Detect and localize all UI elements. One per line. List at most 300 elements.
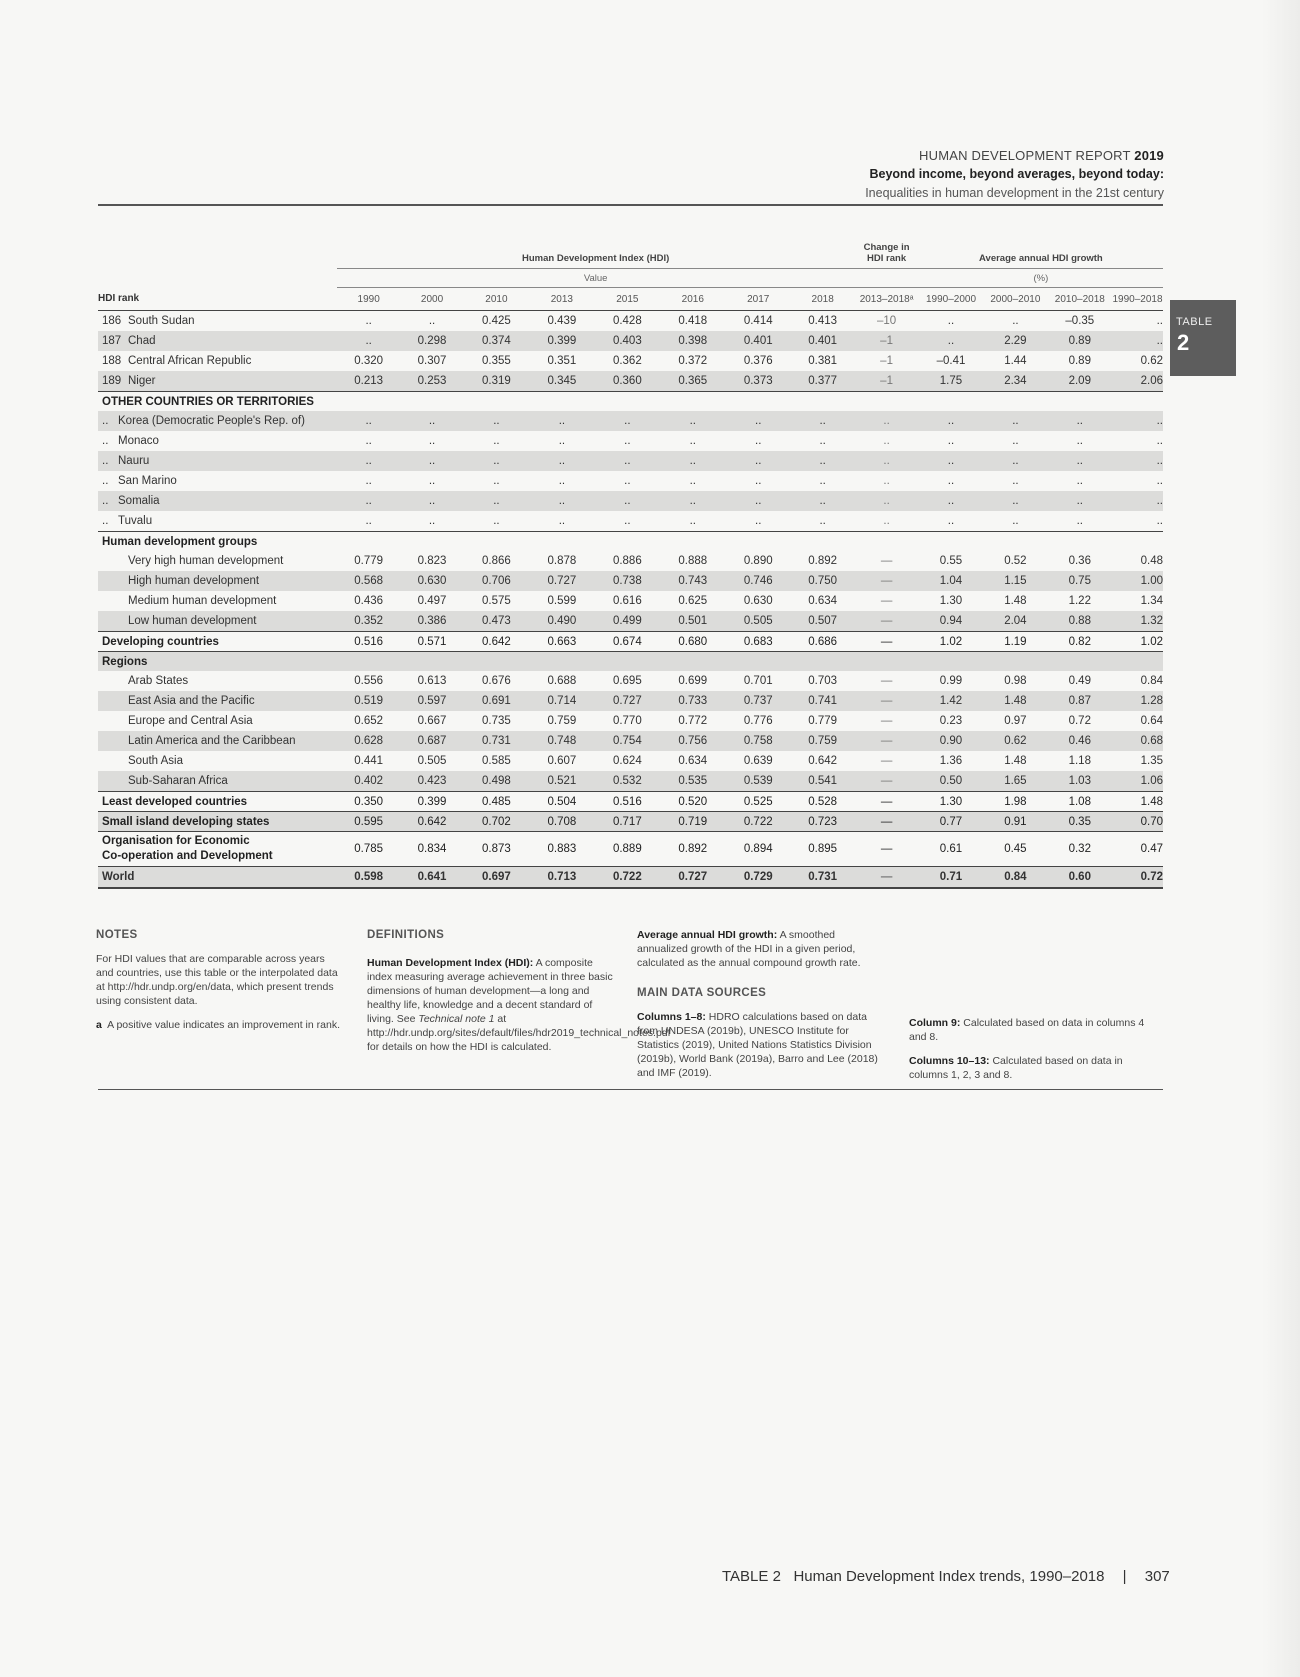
value-cell: 0.505 — [726, 611, 791, 632]
world-row — [98, 867, 1163, 889]
row-label — [98, 671, 337, 691]
value-cell — [529, 652, 594, 672]
value-cell: .. — [819, 475, 826, 487]
value-cell: 2.04 — [983, 611, 1047, 632]
value-cell: 0.613 — [417, 675, 447, 687]
value-cell: 0.89 — [1048, 331, 1112, 351]
value-cell: 0.307 — [417, 355, 447, 367]
value-cell: 0.516 — [595, 792, 660, 812]
value-cell: .. — [1156, 515, 1163, 527]
value-cell: 0.401 — [791, 331, 854, 351]
value-cell: 0.741 — [791, 691, 854, 711]
row-label — [98, 371, 337, 392]
value-cell: 0.345 — [529, 371, 594, 392]
value-cell: 0.60 — [1048, 867, 1112, 889]
row-label — [98, 331, 337, 351]
value-cell: 0.46 — [1048, 731, 1112, 751]
value-cell: 1.98 — [983, 792, 1047, 812]
value-cell: 0.695 — [612, 675, 642, 687]
row-name: Niger — [128, 375, 156, 387]
value-cell: 0.360 — [595, 371, 660, 392]
year-header: 2013 — [550, 293, 573, 305]
value-cell: 0.754 — [595, 731, 660, 751]
year-header: 1990 — [357, 293, 380, 305]
percent-subheader: (%) — [919, 269, 1163, 288]
value-cell: 0.89 — [1068, 355, 1091, 367]
value-cell: 0.680 — [660, 632, 725, 652]
value-cell — [1048, 532, 1112, 552]
value-cell: 0.634 — [678, 755, 708, 767]
value-cell: — — [854, 571, 918, 591]
side-tab-label: TABLE — [1176, 316, 1213, 328]
row-label — [98, 491, 337, 511]
value-cell: .. — [337, 411, 400, 431]
value-cell: 0.504 — [529, 792, 594, 812]
value-cell: 0.386 — [400, 611, 463, 632]
note-a — [96, 1018, 344, 1032]
value-cell: .. — [529, 491, 594, 511]
value-cell: 0.667 — [417, 715, 447, 727]
value-cell: 0.519 — [337, 691, 400, 711]
section-header-groups — [98, 532, 1163, 552]
value-cell: 0.439 — [529, 311, 594, 332]
group-row — [98, 611, 1163, 632]
value-cell: .. — [1112, 311, 1163, 332]
row-label — [98, 591, 337, 611]
report-name: HUMAN DEVELOPMENT REPORT — [919, 148, 1131, 163]
row-label — [98, 471, 337, 491]
value-cell: 0.642 — [808, 755, 838, 767]
value-cell: .. — [854, 451, 918, 471]
ldc-row — [98, 792, 1163, 812]
value-cell: 0.735 — [482, 715, 511, 727]
value-cell: — — [854, 731, 918, 751]
value-cell: 0.473 — [464, 611, 529, 632]
value-cell — [464, 532, 529, 552]
value-cell: .. — [947, 435, 955, 447]
value-cell: .. — [1076, 435, 1083, 447]
page-footer — [722, 1568, 1170, 1585]
value-cell — [919, 532, 983, 552]
value-cell: 2.34 — [983, 371, 1047, 392]
value-cell: 0.892 — [660, 832, 725, 867]
value-cell: — — [854, 691, 918, 711]
value-cell: .. — [854, 411, 918, 431]
value-cell: 0.652 — [354, 715, 384, 727]
value-cell: 0.759 — [791, 731, 854, 751]
value-cell: .. — [919, 311, 983, 332]
value-cell — [791, 652, 854, 672]
row-label — [98, 751, 337, 771]
country-row — [98, 371, 1163, 392]
value-cell: 0.398 — [660, 331, 725, 351]
value-cell: 0.883 — [529, 832, 594, 867]
section-header-other — [98, 392, 1163, 412]
report-subtitle-bold: Beyond income, beyond averages, beyond today: — [869, 167, 1164, 181]
value-cell — [529, 392, 594, 412]
value-cell: 0.779 — [354, 555, 384, 567]
value-cell: 0.253 — [400, 371, 463, 392]
value-cell: 0.639 — [743, 755, 773, 767]
region-row — [98, 731, 1163, 751]
value-cell: .. — [400, 311, 463, 332]
report-year: 2019 — [1134, 148, 1164, 163]
row-name: Central African Republic — [128, 355, 252, 367]
year-header: 2016 — [681, 293, 704, 305]
value-cell: .. — [883, 515, 890, 527]
row-name: Low human development — [128, 615, 257, 627]
value-cell: .. — [1156, 475, 1163, 487]
hdi-definition — [367, 956, 671, 1054]
country-row — [98, 471, 1163, 491]
value-cell: 0.402 — [337, 771, 400, 792]
row-name: Co-operation and Development — [102, 850, 273, 862]
value-cell: 0.759 — [547, 715, 577, 727]
value-cell: .. — [983, 311, 1047, 332]
row-label — [98, 431, 337, 451]
value-cell: 0.641 — [400, 867, 463, 889]
value-cell — [919, 392, 983, 412]
value-cell: 0.535 — [660, 771, 725, 792]
value-cell: 0.758 — [726, 731, 791, 751]
value-cell: 0.779 — [808, 715, 838, 727]
value-cell: 0.628 — [337, 731, 400, 751]
value-cell: .. — [689, 475, 696, 487]
country-row — [98, 491, 1163, 511]
value-cell: 1.65 — [983, 771, 1047, 792]
value-cell — [726, 652, 791, 672]
value-cell: 0.350 — [337, 792, 400, 812]
value-cell: 0.748 — [529, 731, 594, 751]
value-cell: 1.28 — [1112, 691, 1163, 711]
value-cell: 0.624 — [612, 755, 642, 767]
country-row — [98, 451, 1163, 471]
value-cell: 0.362 — [612, 355, 642, 367]
row-name: World — [102, 871, 135, 883]
hdi-rank: .. — [102, 475, 109, 487]
value-cell — [660, 532, 725, 552]
value-cell: 0.428 — [595, 311, 660, 332]
value-cell: 0.772 — [678, 715, 708, 727]
value-cell — [529, 532, 594, 552]
value-cell: 0.352 — [337, 611, 400, 632]
value-cell: .. — [689, 515, 696, 527]
value-cell: .. — [919, 331, 983, 351]
value-cell: 0.746 — [726, 571, 791, 591]
value-cell — [400, 652, 463, 672]
value-cell: — — [854, 867, 918, 889]
value-cell: .. — [1048, 451, 1112, 471]
value-cell: 2.06 — [1112, 371, 1163, 392]
row-name: San Marino — [118, 475, 177, 487]
value-cell — [983, 532, 1047, 552]
value-cell: .. — [365, 515, 372, 527]
value-cell: — — [880, 555, 893, 567]
value-cell: 0.413 — [791, 311, 854, 332]
value-cell: .. — [947, 475, 955, 487]
value-cell: 0.708 — [529, 812, 594, 832]
value-cell — [791, 392, 854, 412]
value-cell: 0.62 — [1140, 355, 1163, 367]
value-cell — [1112, 652, 1163, 672]
value-cell: .. — [919, 411, 983, 431]
value-cell: .. — [365, 475, 372, 487]
value-cell — [337, 392, 400, 412]
value-cell: 0.423 — [400, 771, 463, 792]
notes-bottom-rule — [98, 1089, 1163, 1090]
value-cell: 0.77 — [919, 812, 983, 832]
value-cell: 0.88 — [1048, 611, 1112, 632]
value-cell — [660, 392, 725, 412]
value-cell: 0.50 — [919, 771, 983, 792]
value-cell: .. — [595, 491, 660, 511]
row-name: Europe and Central Asia — [128, 715, 253, 727]
row-label — [98, 731, 337, 751]
year-header: 2010–2018 — [1054, 293, 1105, 305]
value-cell: 0.45 — [983, 832, 1047, 867]
value-cell: 0.717 — [595, 812, 660, 832]
value-cell: .. — [947, 515, 955, 527]
row-label — [98, 771, 337, 792]
c1-text: HDRO calculations based on data from UNDESA (2019b), UNESCO Institute for Statistics (2019), United Nations Statistics Division (2019b), World Bank (2019a), Barro and Lee (2018) and IMF (2019). — [637, 1011, 878, 1079]
value-cell: 0.49 — [1068, 675, 1091, 687]
value-cell: 0.47 — [1112, 832, 1163, 867]
value-cell: 0.722 — [726, 812, 791, 832]
row-label — [98, 691, 337, 711]
group-row — [98, 551, 1163, 571]
value-cell — [400, 392, 463, 412]
notes-section — [96, 928, 344, 1042]
value-cell: .. — [337, 311, 400, 332]
c10-text: Calculated based on data in columns 1, 2, 3 and 8. — [909, 1055, 1123, 1081]
value-cell: 0.743 — [660, 571, 725, 591]
value-cell: 0.630 — [400, 571, 463, 591]
value-cell: 0.597 — [400, 691, 463, 711]
region-row — [98, 751, 1163, 771]
value-cell: 0.616 — [612, 595, 642, 607]
value-cell: –1 — [854, 371, 918, 392]
value-cell: 2.29 — [983, 331, 1047, 351]
value-cell: 0.571 — [400, 632, 463, 652]
group-row — [98, 591, 1163, 611]
value-cell: 0.634 — [808, 595, 838, 607]
value-cell: 0.521 — [529, 771, 594, 792]
row-name: South Asia — [128, 755, 183, 767]
value-cell — [1112, 392, 1163, 412]
row-name: Human development groups — [102, 535, 258, 548]
hdi-rank: 186 — [102, 315, 122, 327]
value-cell: 0.713 — [529, 867, 594, 889]
value-cell: 0.52 — [1004, 555, 1027, 567]
definitions-title: DEFINITIONS — [367, 929, 445, 941]
value-cell: 0.365 — [660, 371, 725, 392]
value-cell: 0.485 — [464, 792, 529, 812]
value-cell: 0.64 — [1140, 715, 1163, 727]
value-cell: — — [880, 675, 893, 687]
value-cell: 0.377 — [791, 371, 854, 392]
value-cell: 0.770 — [612, 715, 642, 727]
value-cell: 0.35 — [1048, 812, 1112, 832]
row-label — [98, 632, 337, 652]
value-cell: — — [880, 755, 893, 767]
value-cell: 0.351 — [547, 355, 577, 367]
value-cell: .. — [428, 515, 436, 527]
value-cell: 0.418 — [660, 311, 725, 332]
region-row — [98, 771, 1163, 792]
value-cell: 0.525 — [726, 792, 791, 812]
row-label — [98, 812, 337, 832]
value-cell: .. — [726, 491, 791, 511]
technical-note-link: Technical note 1 — [418, 1013, 495, 1025]
value-cell: .. — [464, 411, 529, 431]
growth-group-header: Average annual HDI growth — [919, 232, 1163, 269]
value-cell: .. — [689, 435, 696, 447]
value-cell: 0.722 — [595, 867, 660, 889]
value-cell — [919, 652, 983, 672]
value-cell: .. — [1112, 451, 1163, 471]
value-cell: –1 — [854, 331, 918, 351]
page-number: 307 — [1144, 1568, 1170, 1585]
value-cell: 0.401 — [726, 331, 791, 351]
value-cell: 0.355 — [482, 355, 511, 367]
value-cell: 0.595 — [337, 812, 400, 832]
value-cell: 0.556 — [354, 675, 384, 687]
value-cell: .. — [983, 451, 1047, 471]
value-cell: 0.72 — [1068, 715, 1091, 727]
value-cell: .. — [883, 435, 890, 447]
value-cell: .. — [791, 451, 854, 471]
row-label — [98, 511, 337, 532]
row-label — [98, 792, 337, 812]
group-header-row — [98, 232, 1163, 269]
value-cell: 0.62 — [983, 731, 1047, 751]
value-cell: 0.68 — [1112, 731, 1163, 751]
value-cell: 0.688 — [547, 675, 577, 687]
value-cell — [854, 652, 918, 672]
value-cell: 0.886 — [612, 555, 642, 567]
value-cell: 0.425 — [464, 311, 529, 332]
row-name: Organisation for Economic — [102, 835, 250, 847]
value-cell: .. — [791, 491, 854, 511]
value-cell: 0.776 — [743, 715, 773, 727]
value-cell: 0.505 — [417, 755, 447, 767]
value-cell: 0.399 — [529, 331, 594, 351]
value-cell: 0.373 — [726, 371, 791, 392]
hdi-term: Human Development Index (HDI): — [367, 957, 534, 969]
year-header: 2015 — [616, 293, 639, 305]
value-cell: 2.09 — [1048, 371, 1112, 392]
value-cell: .. — [337, 451, 400, 471]
row-label — [98, 311, 337, 332]
value-cell: 0.90 — [919, 731, 983, 751]
page-edge — [1262, 0, 1300, 1677]
side-tab-number: 2 — [1177, 330, 1190, 355]
value-cell: .. — [464, 451, 529, 471]
value-cell: 0.699 — [678, 675, 708, 687]
value-cell — [726, 392, 791, 412]
value-cell: .. — [660, 411, 725, 431]
value-cell: — — [854, 792, 918, 812]
row-name: Least developed countries — [102, 795, 248, 808]
country-row — [98, 411, 1163, 431]
note-a-text: A positive value indicates an improvement in rank. — [107, 1019, 340, 1031]
value-cell: 0.723 — [791, 812, 854, 832]
value-cell: .. — [365, 435, 372, 447]
value-cell: 0.507 — [791, 611, 854, 632]
value-cell: .. — [819, 435, 826, 447]
value-cell: .. — [558, 515, 566, 527]
value-cell: — — [880, 595, 893, 607]
country-row — [98, 431, 1163, 451]
value-cell: 0.697 — [464, 867, 529, 889]
value-cell: 0.750 — [791, 571, 854, 591]
row-name: Somalia — [118, 495, 160, 507]
value-cell: .. — [529, 411, 594, 431]
value-cell: .. — [983, 491, 1047, 511]
developing-row — [98, 632, 1163, 652]
value-cell: 0.866 — [482, 555, 511, 567]
value-cell: 0.499 — [595, 611, 660, 632]
value-cell: 0.737 — [726, 691, 791, 711]
definitions-section — [367, 928, 671, 1064]
row-name: South Sudan — [128, 315, 195, 327]
value-cell: .. — [1076, 515, 1083, 527]
value-cell: 0.32 — [1048, 832, 1112, 867]
value-cell: 1.48 — [1004, 595, 1027, 607]
value-cell: .. — [819, 515, 826, 527]
table-side-tab — [1170, 300, 1236, 376]
value-cell: 0.381 — [808, 355, 838, 367]
region-row — [98, 711, 1163, 731]
row-label — [98, 392, 337, 412]
value-cell: 0.683 — [726, 632, 791, 652]
value-cell: .. — [1012, 515, 1019, 527]
value-cell: .. — [400, 411, 463, 431]
value-cell: 0.71 — [919, 867, 983, 889]
value-cell: .. — [1112, 411, 1163, 431]
value-cell: — — [854, 812, 918, 832]
value-cell: .. — [755, 515, 762, 527]
value-cell — [854, 532, 918, 552]
year-header: 2000 — [420, 293, 444, 305]
value-cell: .. — [1112, 491, 1163, 511]
region-row — [98, 671, 1163, 691]
value-cell — [1048, 392, 1112, 412]
hdi-rank: .. — [102, 435, 109, 447]
value-cell: 0.731 — [791, 867, 854, 889]
sources-continued — [909, 1016, 1161, 1092]
value-cell: 0.376 — [743, 355, 773, 367]
footer-title: Human Development Index trends, 1990–2018 — [793, 1568, 1105, 1585]
value-cell: 0.785 — [337, 832, 400, 867]
years-header-row — [98, 288, 1163, 311]
growth-definition — [637, 928, 882, 970]
value-cell: — — [854, 611, 918, 632]
value-cell: 1.04 — [919, 571, 983, 591]
row-label — [98, 652, 337, 672]
value-cell — [983, 652, 1047, 672]
value-cell: 0.213 — [337, 371, 400, 392]
value-cell: 0.625 — [678, 595, 708, 607]
hdi-rank: 189 — [102, 375, 122, 387]
value-cell: .. — [624, 435, 631, 447]
value-cell: 0.714 — [529, 691, 594, 711]
source-columns-10-13 — [909, 1054, 1161, 1082]
value-cell: 0.727 — [660, 867, 725, 889]
value-cell: 1.48 — [983, 691, 1047, 711]
value-cell: 0.575 — [482, 595, 511, 607]
row-name: OTHER COUNTRIES OR TERRITORIES — [102, 395, 314, 408]
